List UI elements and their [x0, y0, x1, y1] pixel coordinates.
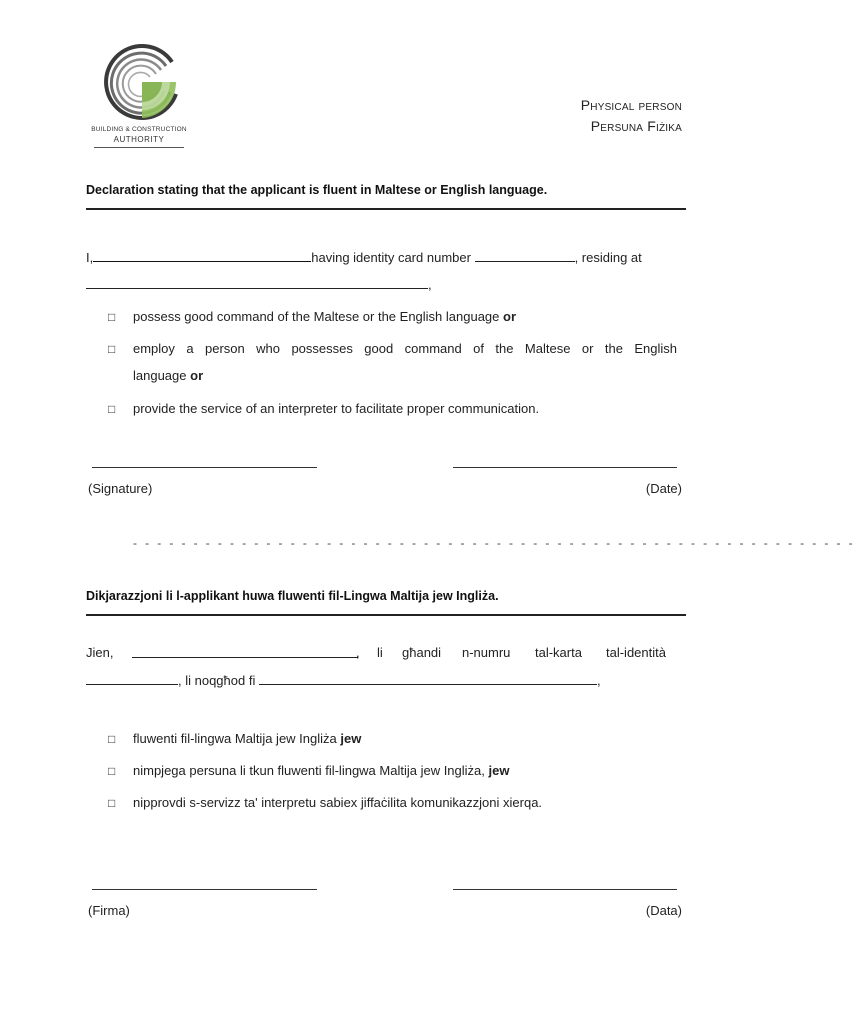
maltese-id-field[interactable]	[86, 672, 178, 685]
maltese-talidentita: tal-identità	[606, 645, 666, 660]
date-label: (Date)	[645, 481, 682, 496]
person-type-mt-text: Persuna Fiżika	[590, 118, 682, 134]
maltese-nnumru: n-numru	[462, 645, 511, 660]
checkbox-option-1[interactable]: □	[108, 310, 116, 324]
mt-option-1-text	[133, 731, 361, 746]
logo-underline	[94, 147, 184, 148]
firma-line[interactable]	[92, 889, 317, 890]
mt-option-1-bold: jew	[340, 731, 362, 746]
option-2-line1: employ a person who possesses good command of the Maltese or the English	[133, 341, 677, 356]
english-i-label: I,	[86, 250, 94, 265]
maltese-address-field[interactable]	[259, 672, 597, 685]
mt-option-1-label: fluwenti fil-lingwa Maltija jew Ingliża	[133, 731, 337, 746]
option-1-bold: or	[503, 309, 517, 324]
mt-option-2-text	[133, 763, 509, 778]
bca-logo	[90, 42, 188, 152]
person-type-en	[581, 97, 682, 113]
mt-option-2-label: nimpjega persuna li tkun fluwenti fil-lingwa Maltija jew Ingliża,	[133, 763, 485, 778]
english-line1	[86, 249, 642, 265]
maltese-ghandi: għandi	[402, 645, 442, 660]
maltese-heading: Dikjarazzjoni li l-applikant huwa fluwenti fil-Lingwa Maltija jew Ingliża.	[86, 589, 499, 603]
data-label: (Data)	[645, 903, 682, 918]
data-line[interactable]	[453, 889, 677, 890]
mt-option-2-bold: jew	[488, 763, 510, 778]
maltese-li: li	[377, 645, 383, 660]
maltese-residing-label: , li noqgħod fi	[178, 673, 256, 688]
maltese-name-field[interactable]	[132, 645, 358, 658]
id-card-field[interactable]	[475, 249, 575, 262]
signature-label: (Signature)	[88, 481, 153, 496]
option-1-text	[133, 309, 516, 324]
option-1-label: possess good command of the Maltese or the English language	[133, 309, 500, 324]
maltese-comma: ,	[356, 645, 360, 660]
checkbox-mt-option-2[interactable]: □	[108, 764, 116, 778]
checkbox-option-2[interactable]: □	[108, 342, 116, 356]
option-2-bold: or	[190, 368, 204, 383]
option-2-label-cont: language	[133, 368, 187, 383]
section-divider: - - - - - - - - - - - - - - - - - - - - - - - - - - - - - - - - - - - - - - - - - - - - - - - - - - - - - - - - - - - -	[133, 536, 855, 550]
maltese-jien-label: Jien,	[86, 645, 114, 660]
logo-text-line2: AUTHORITY	[113, 135, 165, 144]
bca-logo-mark-icon	[90, 42, 188, 128]
maltese-line2	[86, 672, 601, 688]
maltese-talkarta: tal-karta	[535, 645, 582, 660]
id-card-label: having identity card number	[311, 250, 471, 265]
checkbox-mt-option-3[interactable]: □	[108, 796, 116, 810]
checkbox-mt-option-1[interactable]: □	[108, 732, 116, 746]
person-type-mt	[591, 118, 682, 134]
date-line[interactable]	[453, 467, 677, 468]
signature-line[interactable]	[92, 467, 317, 468]
name-field[interactable]	[93, 249, 311, 262]
english-line2	[86, 276, 432, 292]
maltese-name-field-wrap	[132, 645, 358, 663]
mt-option-3-text: nipprovdi s-servizz ta' interpretu sabiex jiffaċilita komunikazzjoni xierqa.	[133, 795, 543, 810]
english-heading-rule	[86, 208, 686, 210]
address-field[interactable]	[86, 276, 428, 289]
residing-label: , residing at	[574, 250, 642, 265]
checkbox-option-3[interactable]: □	[108, 402, 116, 416]
address-comma: ,	[428, 277, 432, 292]
english-heading: Declaration stating that the applicant is fluent in Maltese or English language.	[86, 183, 548, 197]
firma-label: (Firma)	[88, 903, 130, 918]
option-2-line2	[133, 368, 203, 383]
maltese-heading-rule	[86, 614, 686, 616]
maltese-address-comma: ,	[596, 673, 601, 688]
option-3-text: provide the service of an interpreter to facilitate proper communication.	[133, 401, 540, 416]
logo-text-line1: BUILDING & CONSTRUCTION	[91, 126, 187, 133]
person-type-en-text: Physical person	[580, 97, 682, 113]
